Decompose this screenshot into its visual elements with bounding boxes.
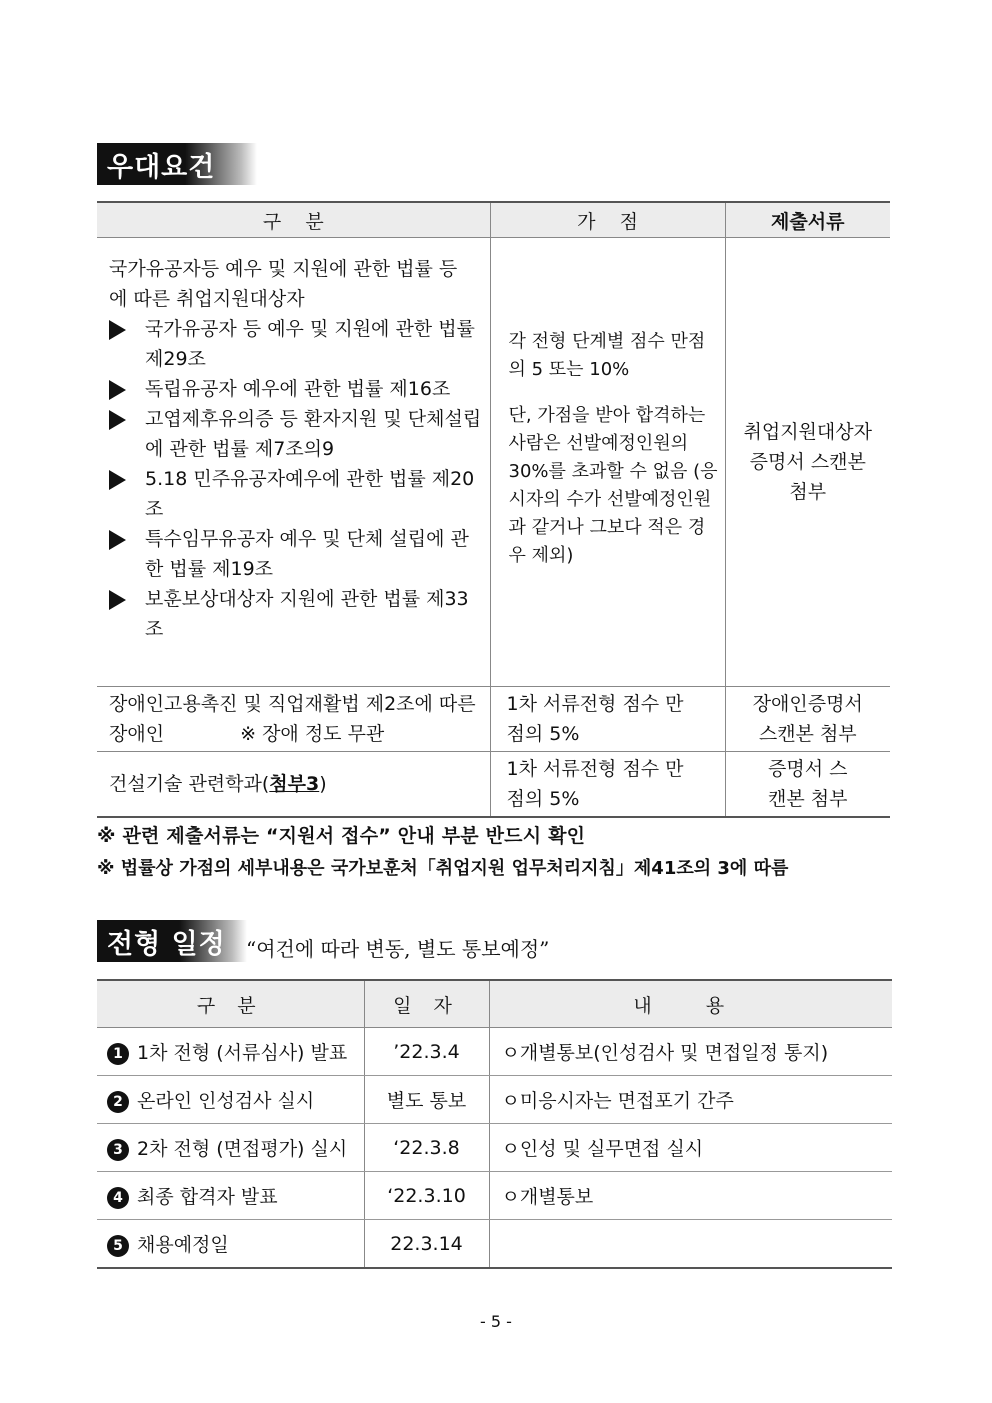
points-text: 1차 서류전형 점수 만점의 5% (506, 758, 684, 810)
header-stage: 구 분 (97, 980, 364, 1028)
schedule-subtitle: “여건에 따라 변동, 별도 통보예정” (246, 937, 550, 961)
triangle-bullet-icon (109, 410, 126, 430)
list-item: 국가유공자 등 예우 및 지원에 관한 법률 제29조 (109, 314, 482, 374)
list-item: 보훈보상대상자 지원에 관한 법률 제33조 (109, 584, 482, 644)
category-cell (97, 238, 490, 687)
points-main: 각 전형 단계별 점수 만점의 5 또는 10% (508, 331, 706, 380)
date-cell: ‘22.3.8 (364, 1124, 489, 1172)
stage-cell: 1 1차 전형 (서류심사) 발표 (97, 1028, 364, 1076)
points-cell (490, 238, 725, 687)
table-row (97, 1172, 892, 1220)
circled-number-icon: 2 (107, 1091, 129, 1113)
category-intro: 국가유공자등 예우 및 지원에 관한 법률 등에 따른 취업지원대상자 (109, 258, 458, 310)
header-date: 일 자 (364, 980, 489, 1028)
page-number: - 5 - (480, 1312, 512, 1331)
table-row (97, 1124, 892, 1172)
points-cell (490, 687, 725, 752)
points-condition: 단, 가점을 받아 합격하는 사람은 선발예정인원의 30%를 초과할 수 없음 (응시자의 수가 선발예정인원과 같거나 그보다 적은 경우 제외) (508, 405, 718, 566)
documents-cell (725, 752, 890, 818)
date-cell: ‘22.3.10 (364, 1172, 489, 1220)
section-title-schedule: 전형 일정 (97, 920, 247, 962)
list-item: 특수임무유공자 예우 및 단체 설립에 관한 법률 제19조 (109, 524, 482, 584)
list-item: 5.18 민주유공자예우에 관한 법률 제20조 (109, 464, 482, 524)
triangle-bullet-icon (109, 590, 126, 610)
preference-table (97, 201, 890, 818)
header-points: 가 점 (490, 202, 725, 238)
content-cell: ㅇ미응시자는 면접포기 간주 (489, 1076, 892, 1124)
stage-cell: 5 채용예정일 (97, 1220, 364, 1269)
table-row (97, 687, 890, 752)
content-cell: ㅇ인성 및 실무면접 실시 (489, 1124, 892, 1172)
attachment-link[interactable]: 첨부3 (269, 773, 320, 795)
content-cell: ㅇ개별통보 (489, 1172, 892, 1220)
table-row (97, 238, 890, 687)
category-note: ※ 장애 정도 무관 (240, 723, 385, 745)
header-documents: 제출서류 (725, 202, 890, 238)
category-text: 장애인고용촉진 및 직업재활법 제2조에 따른 장애인 (109, 693, 476, 745)
note-law-details: ※ 법률상 가점의 세부내용은 국가보훈처「취업지원 업무처리지침」제41조의 3에 따름 (97, 858, 789, 879)
note-documents: ※ 관련 제출서류는 “지원서 접수” 안내 부분 반드시 확인 (97, 825, 586, 847)
triangle-bullet-icon (109, 470, 126, 490)
stage-cell: 4 최종 합격자 발표 (97, 1172, 364, 1220)
circled-number-icon: 3 (107, 1139, 129, 1161)
list-item: 독립유공자 예우에 관한 법률 제16조 (109, 374, 482, 404)
triangle-bullet-icon (109, 320, 126, 340)
list-item: 고엽제후유의증 등 환자지원 및 단체설립에 관한 법률 제7조의9 (109, 404, 482, 464)
table-header-row (97, 202, 890, 238)
stage-cell: 2 온라인 인성검사 실시 (97, 1076, 364, 1124)
circled-number-icon: 1 (107, 1043, 129, 1065)
circled-number-icon: 5 (107, 1235, 129, 1257)
category-cell: 건설기술 관련학과(첨부3) (97, 752, 490, 818)
schedule-table (97, 979, 892, 1269)
category-cell (97, 687, 490, 752)
date-cell: 22.3.14 (364, 1220, 489, 1269)
documents-text: 증명서 스캔본 첨부 (768, 758, 848, 810)
documents-text: 취업지원대상자 증명서 스캔본 첨부 (743, 421, 872, 503)
section-title-preference: 우대요건 (97, 143, 257, 185)
law-list (109, 314, 482, 644)
date-cell: ’22.3.4 (364, 1028, 489, 1076)
table-row (97, 1220, 892, 1269)
table-row (97, 1076, 892, 1124)
documents-cell (725, 687, 890, 752)
header-content: 내 용 (489, 980, 892, 1028)
content-cell (489, 1220, 892, 1269)
documents-text: 장애인증명서 스캔본 첨부 (752, 693, 863, 745)
points-cell (490, 752, 725, 818)
date-cell: 별도 통보 (364, 1076, 489, 1124)
triangle-bullet-icon (109, 530, 126, 550)
triangle-bullet-icon (109, 380, 126, 400)
circled-number-icon: 4 (107, 1187, 129, 1209)
documents-cell (725, 238, 890, 687)
points-text: 1차 서류전형 점수 만점의 5% (506, 693, 684, 745)
table-row (97, 752, 890, 818)
content-cell: ㅇ개별통보(인성검사 및 면접일정 통지) (489, 1028, 892, 1076)
table-header-row (97, 980, 892, 1028)
header-category: 구 분 (97, 202, 490, 238)
stage-cell: 3 2차 전형 (면접평가) 실시 (97, 1124, 364, 1172)
table-row (97, 1028, 892, 1076)
